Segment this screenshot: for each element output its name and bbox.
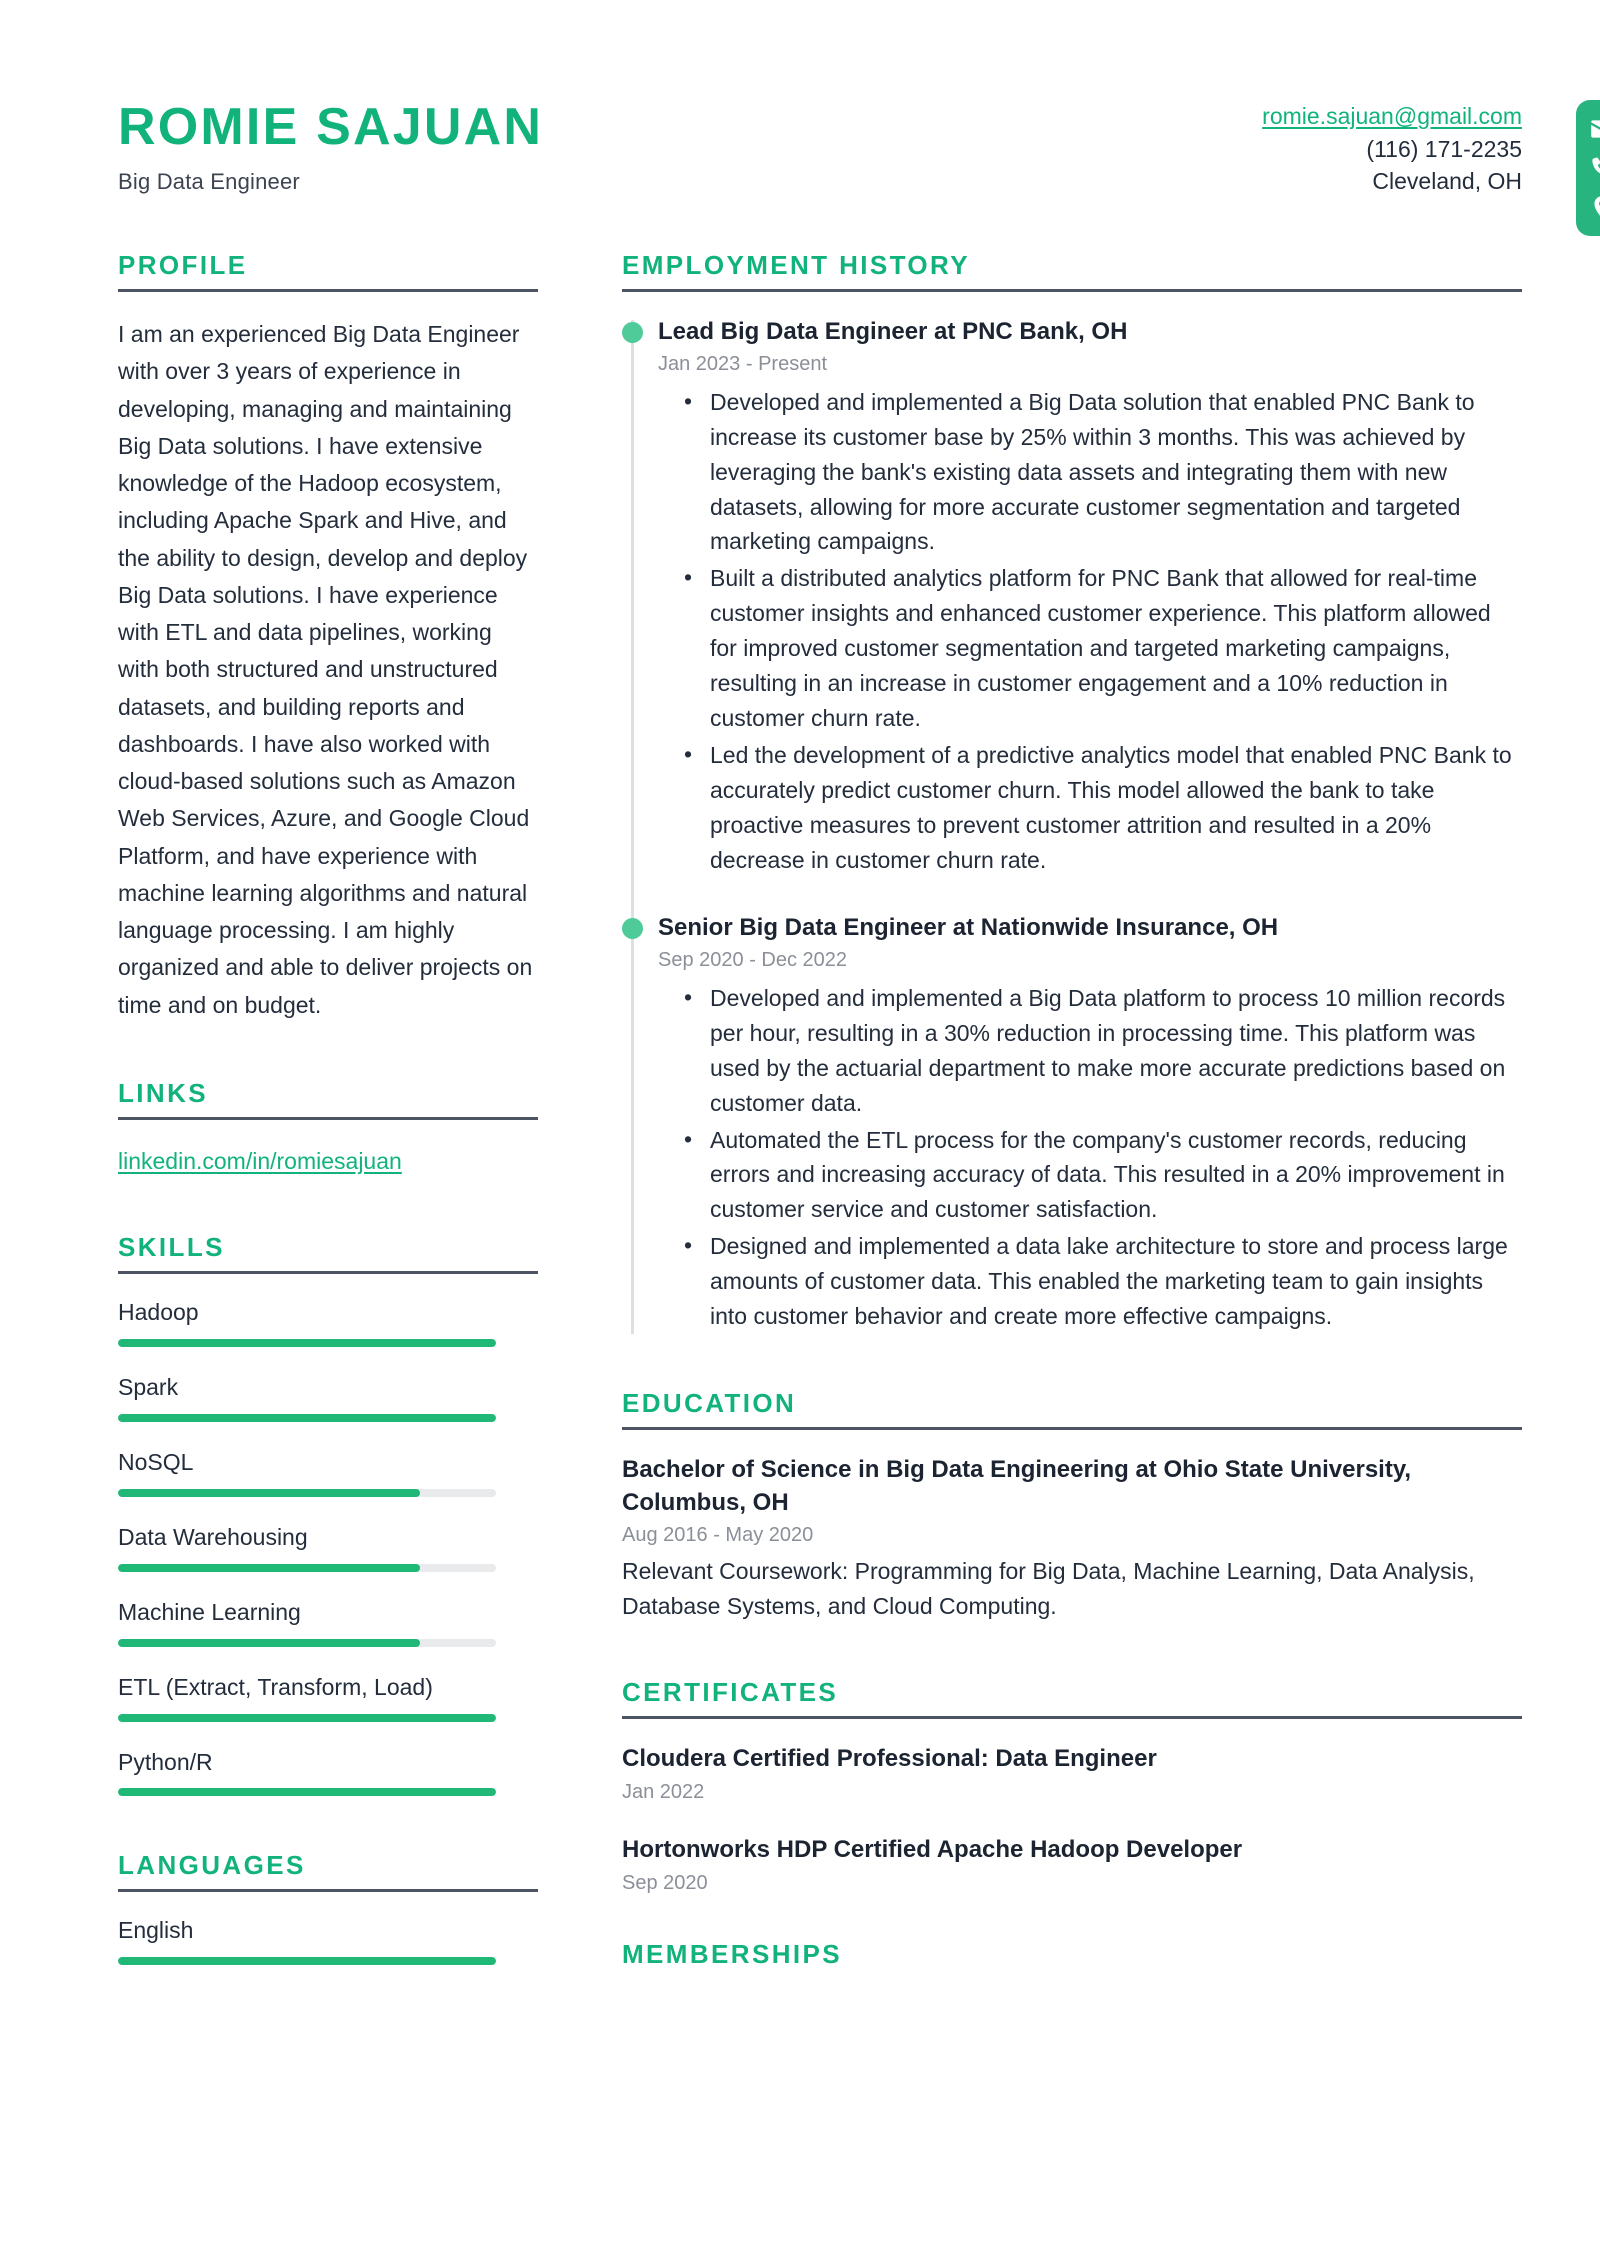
envelope-icon [1589,116,1600,142]
profile-text: I am an experienced Big Data Engineer with over 3 years of experience in developing, managing and maintaining Big Data solutions. I have extensive knowledge of the Hadoop ecosystem, including Apache Spark and Hive, and the ability to design, develop and deploy Big Data solutions. I have experience with ETL and data pipelines, working with both structured and unstructured datasets, and building reports and dashboards. I have also worked with cloud-based solutions such as Amazon Web Services, Azure, and Google Cloud Platform, and have experience with machine learning algorithms and natural language processing. I am highly organized and able to deliver projects on time and on budget. [118,321,533,1018]
skill-label: Hadoop [118,1299,199,1326]
language-label: English [118,1917,194,1944]
section-heading-certificates: CERTIFICATES [622,1677,839,1708]
skill-fill [118,1414,496,1422]
skill-row [118,1748,538,1797]
contact-location: Cleveland, OH [1372,168,1522,195]
resume-header [0,0,1600,250]
skill-fill [118,1339,496,1347]
skill-fill [118,1639,420,1647]
job-bullet: • Built a distributed analytics platform for PNC Bank that allowed for real-time customer insights and enhanced customer experience. This platform allowed for improved customer segmentation and targeted marketing campaigns, resulting in an increase in customer engagement and a 10% reduction in customer churn rate. [710,561,1522,736]
skill-row [118,1523,538,1572]
section-heading-employment: EMPLOYMENT HISTORY [622,250,971,280]
job-bullet: • Developed and implemented a Big Data platform to process 10 million records per hour, resulting in a 30% reduction in processing time. This platform was used by the actuarial department to make more accurate predictions based on customer data. [710,981,1522,1121]
skill-track [118,1564,496,1572]
section-links [118,1078,538,1179]
employment-timeline [622,316,1522,1334]
skill-fill [118,1788,496,1796]
skill-label: Machine Learning [118,1598,301,1625]
job-bullet: • Led the development of a predictive analytics model that enabled PNC Bank to accurately predict customer churn. This model allowed the bank to take proactive measures to prevent customer attrition and resulted in a 20% decrease in customer churn rate. [710,738,1522,878]
certificate-entry [622,1743,1522,1804]
skill-track [118,1714,496,1722]
section-memberships [622,1939,1522,1978]
resume-body [0,250,1600,2032]
skill-fill [118,1489,420,1497]
language-track [118,1957,496,1965]
education-entry [622,1454,1522,1623]
section-divider [118,1117,538,1120]
contact-email-link[interactable]: romie.sajuan@gmail.com [1262,103,1522,129]
sidebar-column [118,250,538,2032]
certificate-entry [622,1834,1522,1895]
links-list [118,1144,538,1179]
certificate-dates: Jan 2022 [622,1781,705,1804]
job-entry [658,912,1522,1334]
skill-label: Data Warehousing [118,1523,308,1550]
contact-block [1262,72,1600,236]
section-heading-languages: LANGUAGES [118,1850,306,1881]
section-divider [622,289,1522,292]
identity-block [118,72,543,195]
section-divider [118,1271,538,1274]
skill-row [118,1373,538,1422]
map-pin-icon [1589,194,1600,220]
job-title: Lead Big Data Engineer at PNC Bank, OH [658,318,1128,345]
education-title: Bachelor of Science in Big Data Engineering at Ohio State University, Columbus, OH [622,1456,1412,1516]
section-divider [622,1427,1522,1430]
language-fill [118,1957,496,1965]
job-bullets [658,981,1522,1335]
skill-label: Spark [118,1374,179,1401]
skill-label: NoSQL [118,1449,194,1476]
job-title: Senior Big Data Engineer at Nationwide Insurance, OH [658,914,1279,942]
skill-track [118,1639,496,1647]
job-bullet: • Designed and implemented a data lake architecture to store and process large amounts of customer data. This enabled the marketing team to gain insights into customer behavior and create more effective campaigns. [710,1229,1522,1334]
section-employment-history [622,250,1522,1334]
skill-row [118,1598,538,1647]
certificate-title: Hortonworks HDP Certified Apache Hadoop Developer [622,1836,1243,1864]
skill-fill [118,1714,496,1722]
certificate-dates: Sep 2020 [622,1871,708,1894]
skill-track [118,1339,496,1347]
section-divider [118,1889,538,1892]
section-languages [118,1850,538,1965]
skill-track [118,1489,496,1497]
section-heading-profile: PROFILE [118,250,248,280]
contact-phone: (116) 171-2235 [1366,135,1522,162]
education-description: Relevant Coursework: Programming for Big Data, Machine Learning, Data Analysis, Database Systems, and Cloud Computing. [622,1558,1475,1619]
skills-list [118,1298,538,1796]
education-dates: Aug 2016 - May 2020 [622,1524,814,1547]
timeline-dot-icon [622,918,643,939]
section-heading-skills: SKILLS [118,1232,225,1263]
job-dates: Jan 2023 - Present [658,352,827,375]
skill-track [118,1788,496,1796]
languages-list [118,1916,538,1965]
section-divider [622,1716,1522,1719]
skill-track [118,1414,496,1422]
section-heading-links: LINKS [118,1077,208,1108]
skill-label: Python/R [118,1748,213,1775]
link-item-linkedin[interactable]: linkedin.com/in/romiesajuan [118,1147,402,1174]
job-bullets [658,385,1522,878]
phone-icon [1589,155,1600,181]
page-title: ROMIE SAJUAN [118,98,544,156]
skill-fill [118,1564,420,1572]
section-certificates [622,1677,1522,1894]
section-heading-memberships: MEMBERSHIPS [622,1938,842,1969]
section-divider [118,289,538,292]
job-title-subtitle: Big Data Engineer [118,168,300,194]
job-dates: Sep 2020 - Dec 2022 [658,948,848,971]
section-profile [118,250,538,1024]
language-row [118,1916,538,1965]
job-bullet: • Developed and implemented a Big Data solution that enabled PNC Bank to increase its customer base by 25% within 3 months. This was achieved by leveraging the bank's existing data assets and integrating them with new datasets, allowing for more accurate customer segmentation and targeted marketing campaigns. [710,385,1522,560]
job-entry [658,316,1522,878]
skill-row [118,1448,538,1497]
timeline-dot-icon [622,322,643,343]
skill-label: ETL (Extract, Transform, Load) [118,1673,433,1700]
section-heading-education: EDUCATION [622,1388,797,1419]
main-column [622,250,1522,2032]
section-skills [118,1232,538,1796]
job-bullet: • Automated the ETL process for the company's customer records, reducing errors and increasing accuracy of data. This resulted in a 20% improvement in customer service and customer satisfaction. [710,1123,1522,1228]
contact-icon-bar [1576,100,1600,236]
section-education [622,1388,1522,1623]
skill-row [118,1673,538,1722]
certificate-title: Cloudera Certified Professional: Data Engineer [622,1745,1157,1773]
skill-row [118,1298,538,1347]
